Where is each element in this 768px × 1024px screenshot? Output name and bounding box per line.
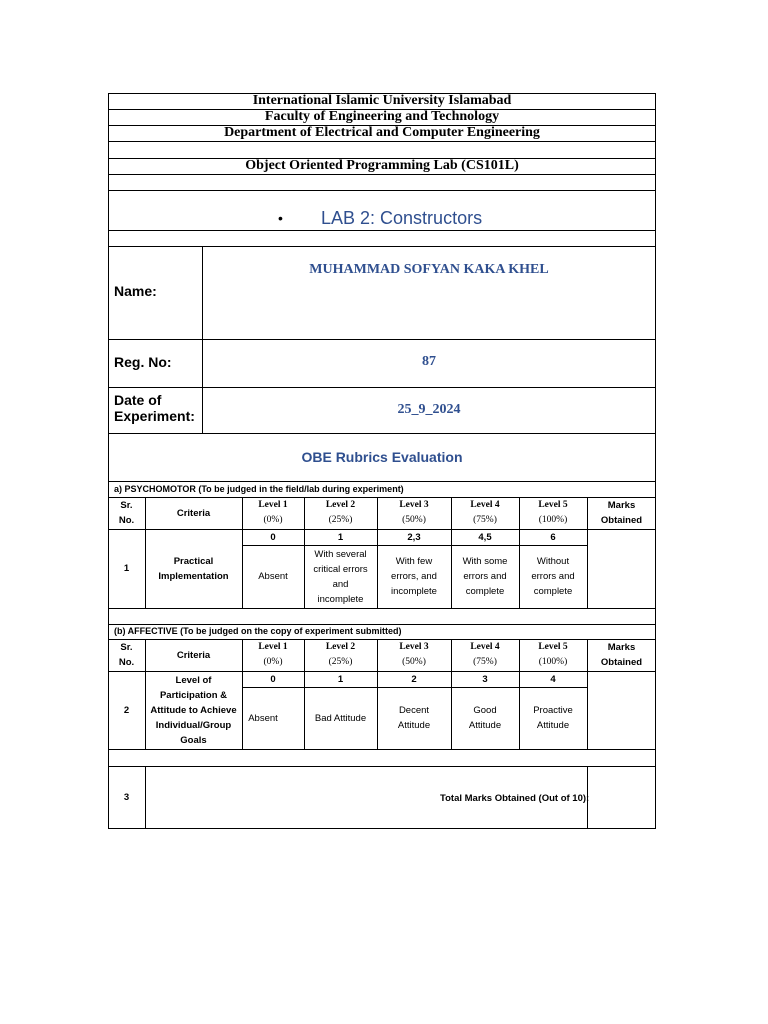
affective-section-title: (b) AFFECTIVE (To be judged on the copy of experiment submitted) — [114, 626, 402, 636]
level-5-name: Level 5 — [538, 500, 568, 510]
row-criteria-b: Level of Participation & Attitude to Achieve Individual/Group Goals — [150, 674, 237, 746]
marks-cell[interactable] — [587, 529, 656, 608]
sr-header — [108, 497, 145, 529]
marks-header-line1: Marks — [607, 500, 636, 511]
level-4-desc-b: Good Attitude — [468, 705, 502, 731]
level-3-header — [377, 497, 451, 529]
bullet-icon: • — [278, 210, 283, 226]
level-2-desc: With several critical errors and incomplete — [313, 548, 368, 605]
level-3-pct-b: (50%) — [402, 657, 426, 667]
date-value: 25_9_2024 — [397, 402, 461, 417]
date-label-line2: Experiment: — [114, 408, 195, 424]
level-5-desc: Without errors and complete — [531, 556, 575, 597]
level-1-pct: (0%) — [263, 515, 283, 525]
level-3-desc: With few errors, and incomplete — [391, 556, 437, 597]
total-marks-cell[interactable] — [587, 766, 656, 829]
level-5-score-b: 4 — [550, 673, 556, 685]
level-4-score: 4,5 — [478, 531, 492, 543]
sr-header-b — [108, 639, 145, 671]
level-4-pct: (75%) — [473, 515, 497, 525]
level-2-header-b — [304, 639, 377, 671]
level-1-name-b: Level 1 — [258, 642, 288, 652]
level-5-pct: (100%) — [538, 515, 568, 525]
course-title: Object Oriented Programming Lab (CS101L) — [245, 158, 519, 173]
level-3-desc-b: Decent Attitude — [397, 705, 431, 731]
sr-header-line1: Sr. — [120, 500, 133, 511]
reg-value: 87 — [422, 354, 436, 369]
level-1-score: 0 — [270, 531, 276, 543]
level-3-name: Level 3 — [399, 500, 429, 510]
lab-title: LAB 2: Constructors — [321, 208, 483, 228]
level-3-score-b: 2 — [411, 673, 417, 685]
marks-header-line2: Obtained — [600, 515, 643, 526]
psychomotor-section-title: a) PSYCHOMOTOR (To be judged in the field/lab during experiment) — [114, 484, 404, 494]
sr-header-b-line1: Sr. — [120, 642, 133, 653]
level-5-pct-b: (100%) — [538, 657, 568, 667]
name-value: MUHAMMAD SOFYAN KAKA KHEL — [309, 262, 549, 277]
level-4-name: Level 4 — [470, 500, 500, 510]
level-4-header-b — [451, 639, 519, 671]
marks-cell-b[interactable] — [587, 671, 656, 749]
rubrics-title: OBE Rubrics Evaluation — [301, 449, 463, 465]
level-1-header-b — [242, 639, 304, 671]
university-title: International Islamic University Islamabad — [252, 93, 512, 108]
row-criteria: Practical Implementation — [158, 555, 229, 582]
level-1-name: Level 1 — [258, 500, 288, 510]
sr-header-b-line2: No. — [118, 657, 135, 668]
level-5-score: 6 — [550, 531, 556, 543]
level-5-header — [519, 497, 587, 529]
level-2-desc-b: Bad Attitude — [314, 712, 367, 724]
level-3-name-b: Level 3 — [399, 642, 429, 652]
criteria-header-b: Criteria — [176, 649, 211, 661]
level-2-name: Level 2 — [325, 500, 356, 510]
level-5-name-b: Level 5 — [538, 642, 568, 652]
level-4-name-b: Level 4 — [470, 642, 500, 652]
reg-label: Reg. No: — [114, 354, 172, 370]
level-4-header — [451, 497, 519, 529]
level-3-header-b — [377, 639, 451, 671]
level-5-desc-b: Proactive Attitude — [533, 705, 573, 731]
level-4-score-b: 3 — [482, 673, 488, 685]
level-3-pct: (50%) — [402, 515, 426, 525]
level-3-score: 2,3 — [407, 531, 421, 543]
level-2-name-b: Level 2 — [325, 642, 356, 652]
marks-header-b — [587, 639, 656, 671]
date-label-line1: Date of — [114, 392, 162, 408]
total-row-number: 3 — [123, 792, 130, 803]
row-number-b: 2 — [123, 704, 130, 716]
level-2-header — [304, 497, 377, 529]
total-label: Total Marks Obtained (Out of 10): — [440, 793, 590, 804]
faculty-title: Faculty of Engineering and Technology — [264, 109, 500, 124]
level-2-pct: (25%) — [328, 515, 353, 525]
department-title: Department of Electrical and Computer Engineering — [224, 125, 540, 140]
marks-header-b-line2: Obtained — [600, 657, 643, 668]
name-label: Name: — [114, 283, 157, 299]
level-1-score-b: 0 — [270, 673, 276, 685]
level-1-header — [242, 497, 304, 529]
level-2-pct-b: (25%) — [328, 657, 353, 667]
level-1-desc: Absent — [258, 571, 288, 582]
level-1-pct-b: (0%) — [263, 657, 283, 667]
row-number: 1 — [123, 563, 130, 574]
level-1-desc-b: Absent — [248, 712, 278, 724]
marks-header-b-line1: Marks — [607, 642, 636, 653]
level-5-header-b — [519, 639, 587, 671]
sr-header-line2: No. — [118, 515, 135, 526]
level-2-score-b: 1 — [337, 673, 344, 685]
criteria-header: Criteria — [176, 507, 211, 519]
marks-header — [587, 497, 656, 529]
level-4-desc: With some errors and complete — [462, 556, 508, 597]
level-2-score: 1 — [337, 531, 344, 543]
level-4-pct-b: (75%) — [473, 657, 497, 667]
